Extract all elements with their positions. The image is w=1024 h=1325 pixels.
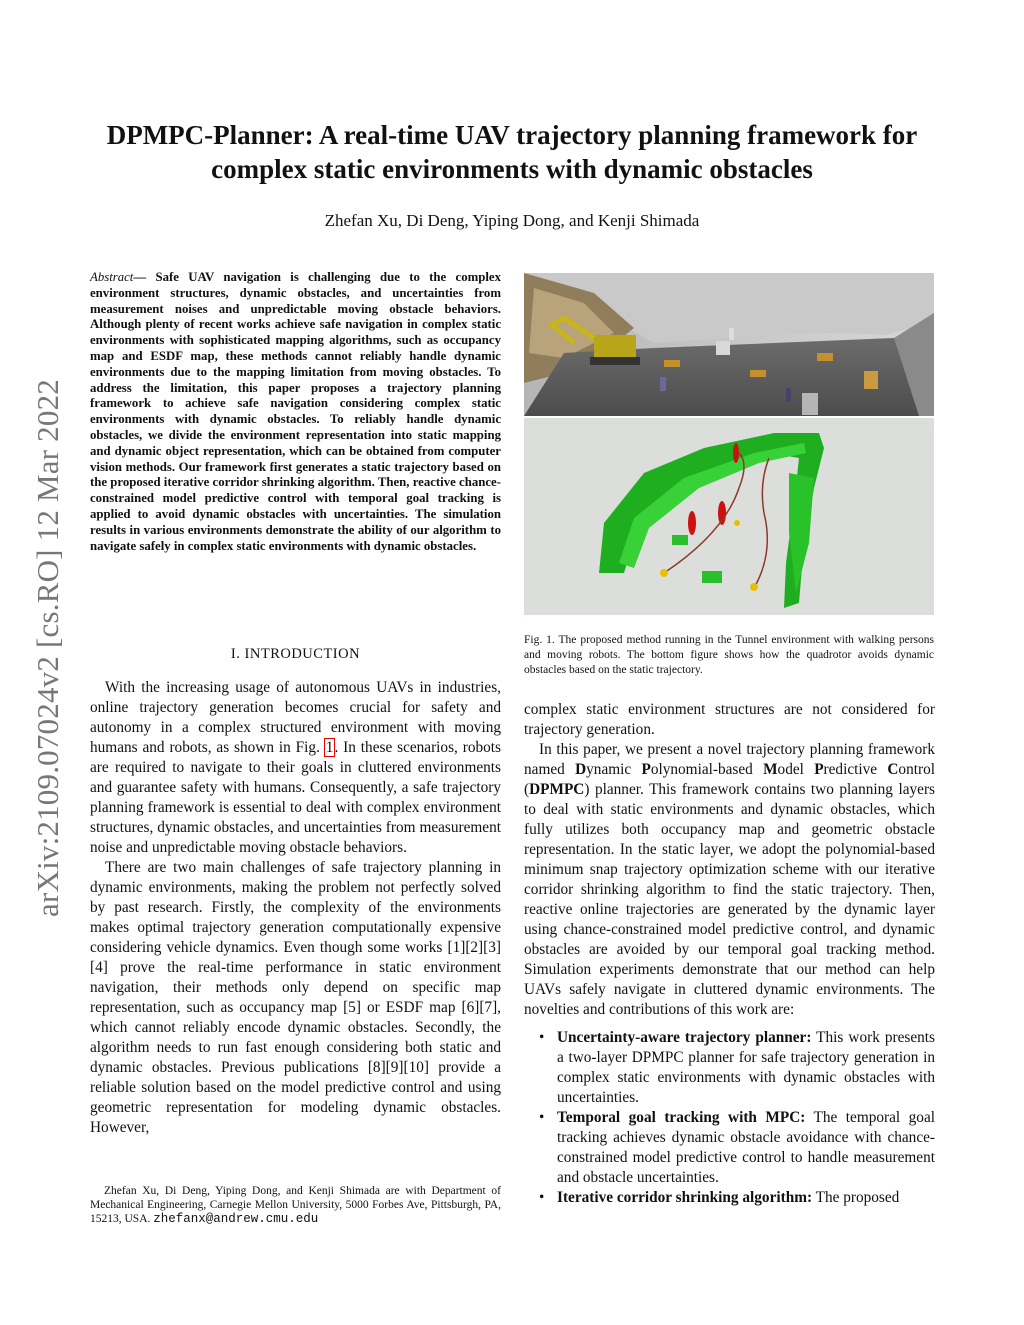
paper-title bbox=[60, 118, 964, 186]
intro-paragraph-2: There are two main challenges of safe trajectory planning in dynamic environments, making the problem not perfectly solved by past research. Firstly, the complexity of the environments makes optimal trajectory generation computationally expensive considering vehicle dynamics. Even though some works [1][2][3][4] prove the real-time performance in static environment navigation, their methods only depend on specific map representation, such as occupancy map [5] or ESDF map [6][7], which cannot reliably encode dynamic obstacles. Secondly, the algorithm needs to run fast enough considering both static and dynamic obstacles. Previous publications [8][9][10] provide a reliable solution based on the model predictive control and using geometric representation for modeling dynamic obstacles. However, bbox=[90, 859, 501, 1136]
list-item: • Temporal goal tracking with MPC: The temporal goal tracking achieves dynamic obstacle avoidance with chance-constrained model predictive control to handle measurement and obstacle uncertainties. bbox=[557, 1108, 935, 1188]
author-email[interactable]: zhefanx@andrew.cmu.edu bbox=[153, 1212, 319, 1226]
author-list: Zhefan Xu, Di Deng, Yiping Dong, and Kenji Shimada bbox=[324, 211, 700, 230]
list-item: • Uncertainty-aware trajectory planner: This work presents a two-layer DPMPC planner for safe trajectory generation in complex static environments with dynamic obstacles with uncertainties. bbox=[557, 1028, 935, 1108]
intro-paragraph-1: With the increasing usage of autonomous UAVs in industries, online trajectory generation becomes crucial for safety and autonomy in a complex structured environment with moving humans and robots, as shown in Fig. 1. In these scenarios, robots are required to navigate to their goals in cluttered environments and guarantee safety with humans. Consequently, a safe trajectory planning framework is essential to deal with complex environment structures, dynamic obstacles, and uncertainties from measurement noise and unpredictable moving obstacle behaviors. bbox=[90, 679, 501, 856]
framework-paragraph: In this paper, we present a novel trajectory planning framework named Dynamic Polynomial-based Model Predictive Control (DPMPC) planner. This framework contains two planning layers to deal with static environments and dynamic obstacles, which fully utilizes both occupancy map and geometric obstacle representation. In the static layer, we adopt the polynomial-based minimum snap trajectory optimization scheme with our iterative corridor shrinking algorithm to find the static trajectory. Then, reactive online trajectories are generated by the dynamic layer using chance-constrained model predictive control, and dynamic obstacles are avoided by our temporal goal tracking method. Simulation experiments demonstrate that our method can help UAVs safely navigate in cluttered dynamic environments. The novelties and contributions of this work are: bbox=[524, 741, 935, 1018]
tunnel-figure-image bbox=[524, 273, 934, 615]
title-line-1: DPMPC-Planner: A real-time UAV trajectory planning framework for bbox=[106, 120, 918, 150]
figure-1 bbox=[524, 273, 934, 615]
section-heading-introduction: I. INTRODUCTION bbox=[230, 646, 361, 662]
title-line-2: complex static environments with dynamic obstacles bbox=[211, 154, 813, 184]
left-column-body bbox=[90, 678, 501, 1138]
right-column-body bbox=[524, 700, 935, 1208]
author-affiliation-footnote: Zhefan Xu, Di Deng, Yiping Dong, and Kenji Shimada are with Department of Mechanical Engineering, Carnegie Mellon University, 5000 Forbes Ave, Pittsburgh, PA, 15213, USA. zhefanx@andrew.cmu.edu bbox=[90, 1185, 501, 1226]
abstract-label: Abstract bbox=[90, 270, 134, 284]
list-item: • Iterative corridor shrinking algorithm: The proposed bbox=[557, 1188, 935, 1208]
contributions-list bbox=[524, 1028, 935, 1208]
continued-paragraph: complex static environment structures are not considered for trajectory generation. bbox=[524, 701, 935, 738]
abstract-text: Safe UAV navigation is challenging due to the complex environment structures, dynamic obstacles, and uncertainties from measurement noises and unpredictable moving obstacle behaviors. Although plenty of recent works achieve safe navigation in complex static environments with sophisticated mapping algorithms, such as occupancy map and ESDF map, these methods cannot reliably handle dynamic environments due to the mapping limitation from moving obstacles. To address the limitation, this paper proposes a trajectory planning framework to achieve safe navigation considering complex static environments with dynamic obstacles. To reliably handle dynamic obstacles, we divide the environment representation into static mapping and dynamic object representation, which can be obtained from computer vision methods. Our framework first generates a static trajectory based on the proposed iterative corridor shrinking algorithm. Then, reactive chance-constrained model predictive control with temporal goal tracking is applied to avoid dynamic obstacles with uncertainties. The simulation results in various environments demonstrate the ability of our algorithm to navigate safely in complex static environments with dynamic obstacles. bbox=[90, 270, 501, 553]
abstract: Abstract— Safe UAV navigation is challenging due to the complex environment structures, dynamic obstacles, and uncertainties from measurement noises and unpredictable moving obstacle behaviors. Although plenty of recent works achieve safe navigation in complex static environments with sophisticated mapping algorithms, such as occupancy map and ESDF map, these methods cannot reliably handle dynamic environments due to the mapping limitation from moving obstacles. To address the limitation, this paper proposes a trajectory planning framework to achieve safe navigation considering complex static environments with dynamic obstacles. To reliably handle dynamic obstacles, we divide the environment representation into static mapping and dynamic object representation, which can be obtained from computer vision methods. Our framework first generates a static trajectory based on the proposed iterative corridor shrinking algorithm. Then, reactive chance-constrained model predictive control with temporal goal tracking is applied to avoid dynamic obstacles with uncertainties. The simulation results in various environments demonstrate the ability of our algorithm to navigate safely in complex static environments with dynamic obstacles. bbox=[90, 270, 501, 553]
figure-reference-link[interactable]: 1 bbox=[325, 739, 334, 756]
arxiv-identifier: arXiv:2109.07024v2 [cs.RO] 12 Mar 2022 bbox=[30, 378, 65, 917]
figure-1-caption: Fig. 1. The proposed method running in the Tunnel environment with walking persons and moving robots. The bottom figure shows how the quadrotor avoids dynamic obstacles based on the static trajectory. bbox=[524, 634, 934, 676]
